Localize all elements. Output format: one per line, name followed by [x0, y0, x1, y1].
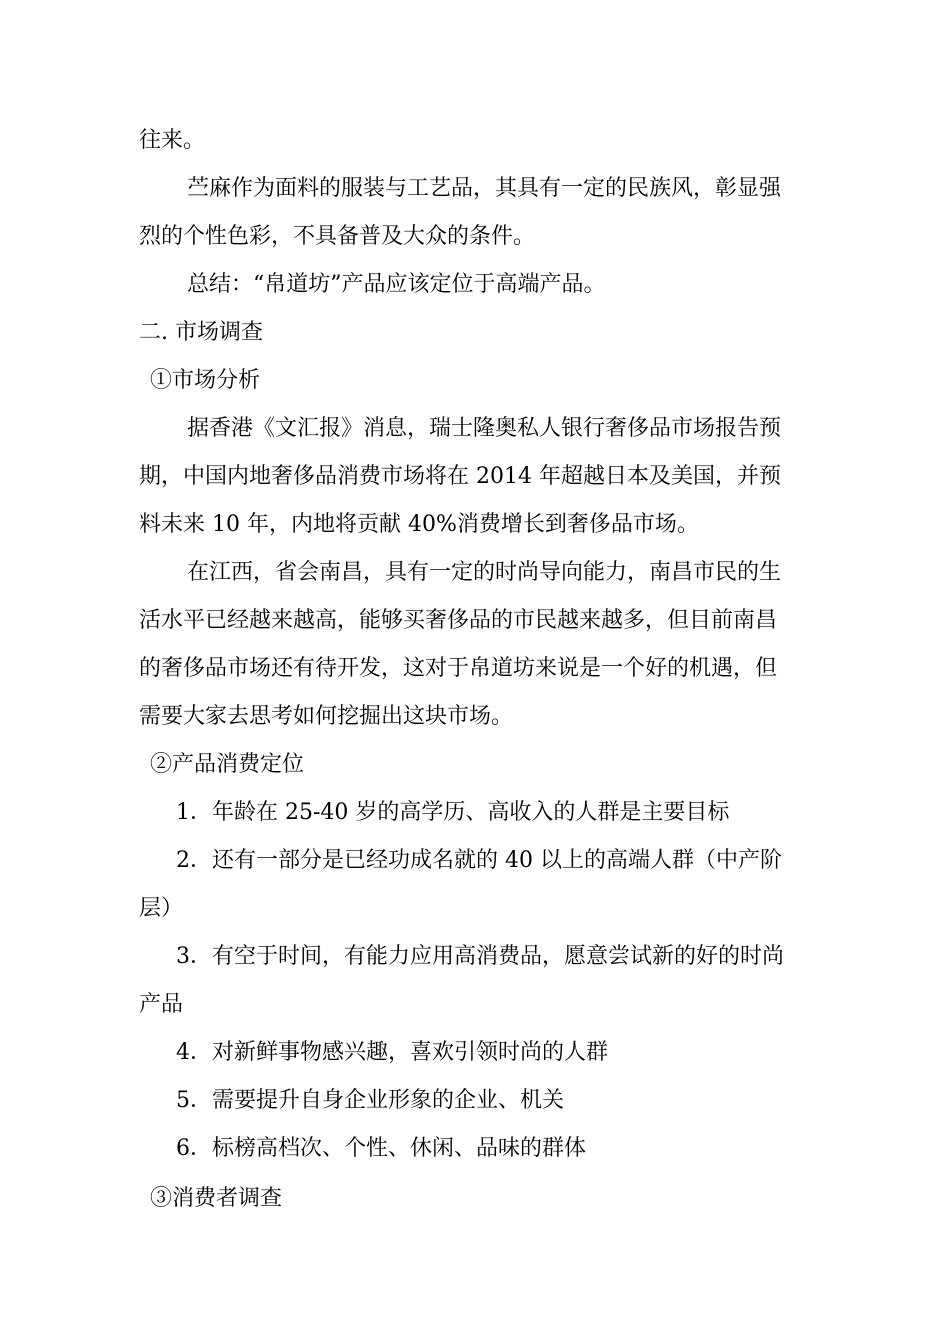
paragraph-jiangxi-line-4: 需要大家去思考如何挖掘出这块市场。	[139, 704, 514, 729]
paragraph-ramie-line-2: 烈的个性色彩，不具备普及大众的条件。	[139, 224, 536, 249]
paragraph-jiangxi-line-2: 活水平已经越来越高，能够买奢侈品的市民越来越多，但目前南昌	[139, 608, 778, 633]
list-item-1: 1．年龄在 25-40 岁的高学历、高收入的人群是主要目标	[176, 800, 730, 825]
text-line: 往来。	[139, 128, 206, 153]
paragraph-hk-report-line-2: 期，中国内地奢侈品消费市场将在 2014 年超越日本及美国，并预	[139, 464, 781, 489]
paragraph-hk-report-line-3: 料未来 10 年，内地将贡献 40%消费增长到奢侈品市场。	[139, 512, 699, 537]
subheading-consumer-survey: ③消费者调查	[150, 1186, 283, 1211]
subheading-market-analysis: ①市场分析	[150, 368, 261, 393]
paragraph-jiangxi-line-3: 的奢侈品市场还有待开发，这对于帛道坊来说是一个好的机遇，但	[139, 656, 778, 681]
list-item-3-continuation: 产品	[139, 992, 184, 1017]
list-item-2: 2．还有一部分是已经功成名就的 40 以上的高端人群（中产阶	[176, 848, 782, 873]
list-item-6: 6．标榜高档次、个性、休闲、品味的群体	[176, 1136, 586, 1161]
paragraph-jiangxi-line-1: 在江西，省会南昌，具有一定的时尚导向能力，南昌市民的生	[187, 560, 782, 585]
section-heading-market-survey: 二. 市场调查	[139, 320, 263, 345]
list-item-4: 4．对新鲜事物感兴趣，喜欢引领时尚的人群	[176, 1040, 608, 1065]
list-item-3: 3．有空于时间，有能力应用高消费品，愿意尝试新的好的时尚	[176, 944, 784, 969]
subheading-consumer-positioning: ②产品消费定位	[150, 752, 305, 777]
paragraph-ramie-line-1: 苎麻作为面料的服装与工艺品，其具有一定的民族风，彰显强	[187, 176, 782, 201]
list-item-2-continuation: 层）	[139, 896, 184, 921]
summary-line: 总结：“帛道坊”产品应该定位于高端产品。	[187, 272, 606, 297]
paragraph-hk-report-line-1: 据香港《文汇报》消息，瑞士隆奥私人银行奢侈品市场报告预	[187, 416, 782, 441]
list-item-5: 5．需要提升自身企业形象的企业、机关	[176, 1088, 564, 1113]
